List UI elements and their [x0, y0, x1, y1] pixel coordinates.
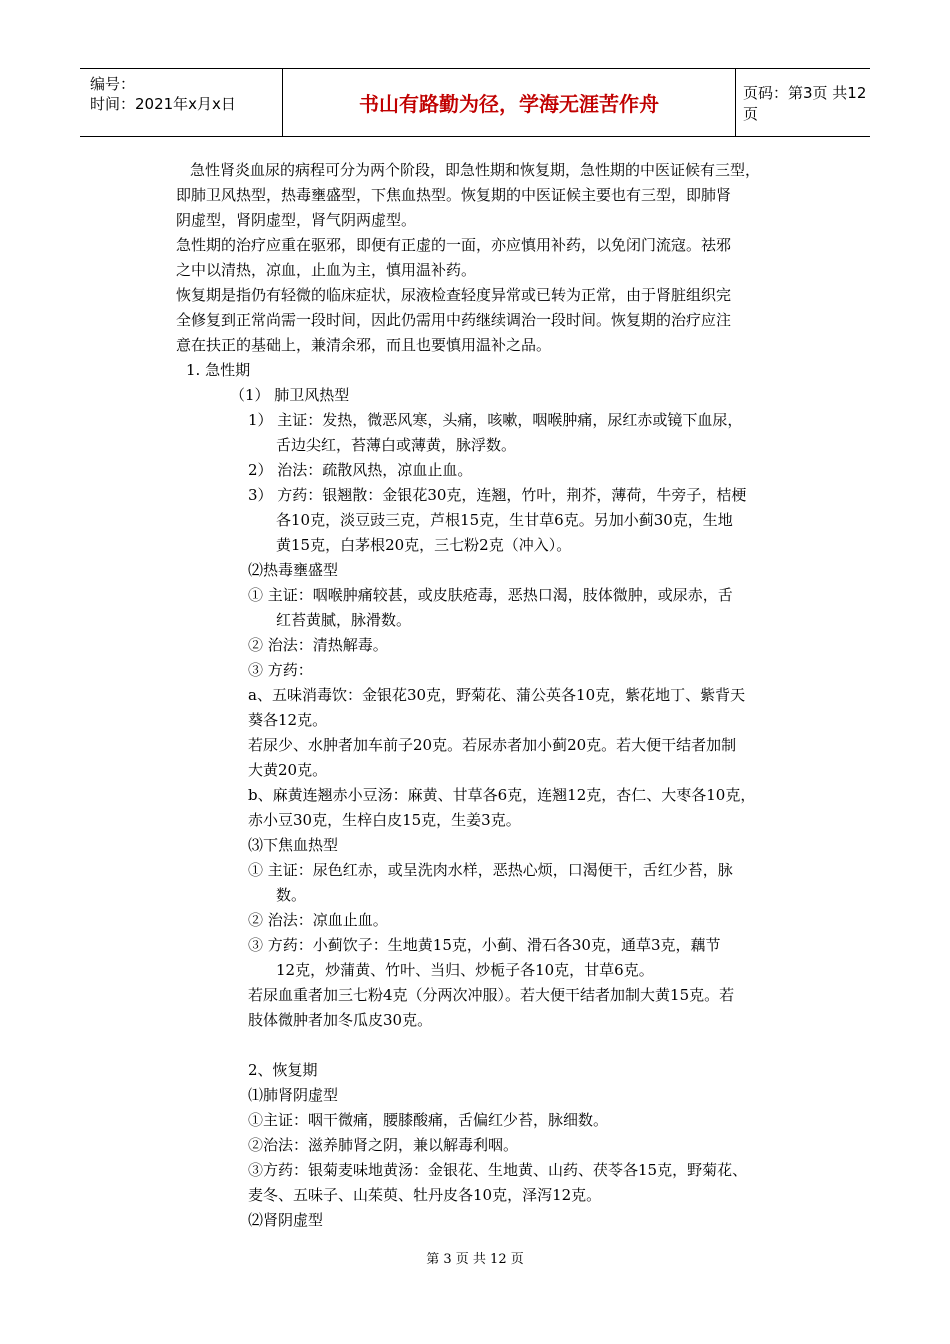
text-line: a、五味消毒饮：金银花30克，野菊花、蒲公英各10克，紫花地丁、紫背天 — [248, 686, 746, 704]
text-line: 恢复期是指仍有轻微的临床症状，尿液检查轻度异常或已转为正常，由于肾脏组织完 — [176, 286, 732, 304]
text-line: 3） 方药：银翘散：金银花30克，连翘，竹叶，荆芥，薄荷，牛旁子，桔梗 — [248, 486, 747, 504]
text-line: 大黄20克。 — [248, 761, 328, 779]
header-table — [80, 68, 870, 137]
subsection-heading: ⑵热毒壅盛型 — [248, 561, 339, 579]
text-line: 之中以清热，凉血，止血为主，慎用温补药。 — [176, 261, 477, 279]
text-line: 即肺卫风热型，热毒壅盛型，下焦血热型。恢复期的中医证候主要也有三型，即肺肾 — [176, 186, 732, 204]
text-line: ②治法：滋养肺肾之阴，兼以解毒利咽。 — [248, 1136, 519, 1154]
text-line: 12克，炒蒲黄、竹叶、当归、炒栀子各10克，甘草6克。 — [276, 961, 654, 979]
subsection-heading: ⑴肺肾阴虚型 — [248, 1086, 339, 1104]
text-line: 全修复到正常尚需一段时间，因此仍需用中药继续调治一段时间。恢复期的治疗应注 — [176, 311, 732, 329]
subsection-heading: ⑶下焦血热型 — [248, 836, 339, 854]
text-line: ③ 方药：小蓟饮子：生地黄15克，小蓟、滑石各30克，通草3克，藕节 — [248, 936, 721, 954]
header-motto-cell — [282, 69, 736, 136]
page-footer: 第 3 页 共 12 页 — [426, 1252, 524, 1267]
text-line: ② 治法：清热解毒。 — [248, 636, 388, 654]
text-line: 肢体微肿者加冬瓜皮30克。 — [248, 1011, 433, 1029]
text-line: 红苔黄腻，脉滑数。 — [276, 611, 412, 629]
header-left-cell — [80, 69, 282, 136]
page-info: 页码：第3页 共12页 — [743, 83, 867, 123]
time-label: 时间：2021年x月x日 — [90, 95, 236, 113]
text-line: 1） 主证：发热，微恶风寒，头痛，咳嗽，咽喉肿痛，尿红赤或镜下血尿， — [248, 411, 743, 429]
text-line: 麦冬、五味子、山茱萸、牡丹皮各10克，泽泻12克。 — [248, 1186, 602, 1204]
text-line: ③ 方药： — [248, 661, 313, 679]
text-line: ① 主证：咽喉肿痛较甚，或皮肤疮毒，恶热口渴，肢体微肿，或尿赤，舌 — [248, 586, 733, 604]
text-line: 葵各12克。 — [248, 711, 328, 729]
text-line: 舌边尖红，苔薄白或薄黄，脉浮数。 — [276, 436, 517, 454]
text-line: ③方药：银菊麦味地黄汤：金银花、生地黄、山药、茯苓各15克，野菊花、 — [248, 1161, 748, 1179]
text-line: 若尿血重者加三七粉4克（分两次冲服）。若大便干结者加制大黄15克。若 — [248, 986, 735, 1004]
text-line: 急性肾炎血尿的病程可分为两个阶段，即急性期和恢复期，急性期的中医证候有三型， — [190, 161, 761, 179]
text-line: 各10克，淡豆豉三克，芦根15克，生甘草6克。另加小蓟30克，生地 — [276, 511, 733, 529]
text-line: 意在扶正的基础上，兼清余邪，而且也要慎用温补之品。 — [176, 336, 552, 354]
text-line: b、麻黄连翘赤小豆汤：麻黄、甘草各6克，连翘12克，杏仁、大枣各10克， — [248, 786, 756, 804]
text-line: 数。 — [276, 886, 307, 904]
text-line: 黄15克，白茅根20克，三七粉2克（冲入）。 — [276, 536, 572, 554]
number-label: 编号： — [90, 75, 136, 93]
text-line: 急性期的治疗应重在驱邪，即便有正虚的一面，亦应慎用补药，以免闭门流寇。祛邪 — [176, 236, 732, 254]
section-heading: 2、恢复期 — [248, 1061, 318, 1079]
text-line: ② 治法：凉血止血。 — [248, 911, 388, 929]
text-line: 若尿少、水肿者加车前子20克。若尿赤者加小蓟20克。若大便干结者加制 — [248, 736, 737, 754]
subsection-heading: ⑵肾阴虚型 — [248, 1211, 324, 1229]
motto: 书山有路勤为径，学海无涯苦作舟 — [359, 92, 659, 116]
text-line: 阴虚型，肾阴虚型，肾气阴两虚型。 — [176, 211, 417, 229]
text-line: 2） 治法：疏散风热，凉血止血。 — [248, 461, 473, 479]
text-line: 赤小豆30克，生梓白皮15克，生姜3克。 — [248, 811, 521, 829]
text-line: ①主证：咽干微痛，腰膝酸痛，舌偏红少苔，脉细数。 — [248, 1111, 609, 1129]
text-line: ① 主证：尿色红赤，或呈洗肉水样，恶热心烦，口渴便干，舌红少苔，脉 — [248, 861, 733, 879]
subsection-heading: （1） 肺卫风热型 — [230, 386, 350, 404]
section-heading: 1. 急性期 — [186, 361, 251, 379]
